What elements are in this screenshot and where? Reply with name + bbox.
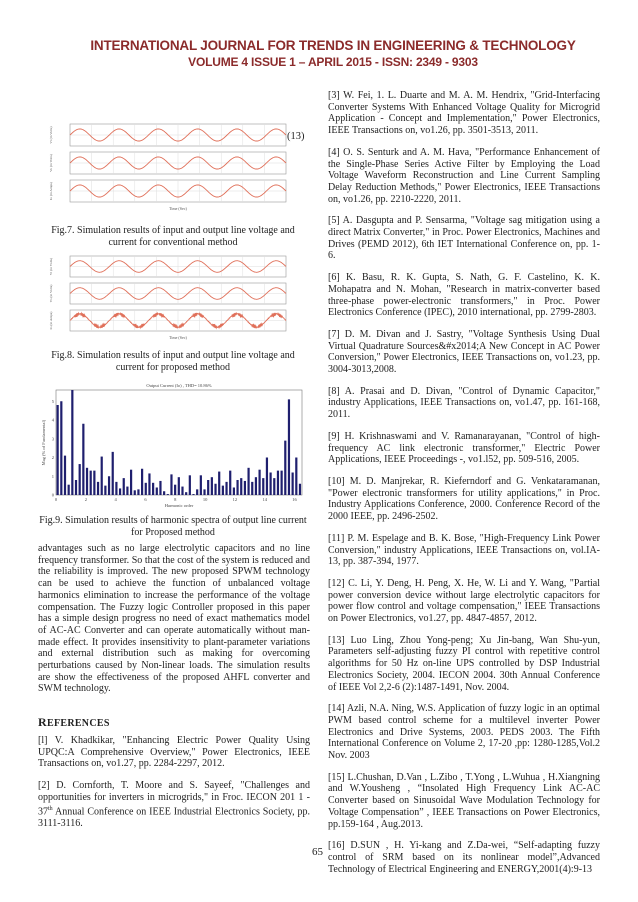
harmonic-bar xyxy=(93,471,95,495)
harmonic-bar xyxy=(262,478,264,495)
harmonic-bar xyxy=(101,457,103,495)
harmonic-bar xyxy=(90,471,92,495)
y-axis-label: Io (in Amps) xyxy=(49,311,53,330)
references-heading xyxy=(38,715,110,730)
x-tick-label: 4 xyxy=(114,497,117,502)
harmonic-bar xyxy=(255,477,257,495)
harmonic-bar xyxy=(68,485,70,495)
y-tick-label: 2 xyxy=(51,455,54,460)
harmonic-bar xyxy=(57,405,59,495)
harmonic-bar xyxy=(284,441,286,495)
x-tick-label: 10 xyxy=(202,497,208,502)
harmonic-bar xyxy=(82,424,84,495)
harmonic-bar xyxy=(156,488,158,496)
harmonic-bar xyxy=(130,470,132,495)
harmonic-bar xyxy=(174,485,176,495)
reference-2-rest: Annual Conference on IEEE Industrial Electronics Society, pp. 3111-3116. xyxy=(38,805,310,829)
x-axis-label: Harmonic order xyxy=(164,503,194,508)
reference-item: [6] K. Basu, R. K. Gupta, S. Nath, G. F. Castelino, K. K. Mohapatra and N. Mohan, "Research in matrix-converter based three-phase power-electronic transformers," in Proc. Power Electronics Conference (IPEC), 2010 international, pp. 2799-2803. xyxy=(328,272,600,319)
harmonic-bar xyxy=(123,478,125,495)
harmonic-bar xyxy=(71,390,73,495)
y-axis-label: Vo (in Volts) xyxy=(49,154,53,172)
harmonic-bar xyxy=(170,474,172,495)
harmonic-bar xyxy=(244,481,246,495)
reference-item: [7] D. M. Divan and J. Sastry, "Voltage Synthesis Using Dual Virtual Quadrature Sources&#x2014;A New Concept in AC Power Conversion," Power Electronics, IEEE Transactions on, vo1.23, pp. 3004-3013,2008. xyxy=(328,328,600,376)
figure-7-caption: Fig.7. Simulation results of input and output line voltage and current for conventional method xyxy=(51,225,295,248)
equation-number: (13) xyxy=(287,131,305,142)
harmonic-bar xyxy=(207,480,209,495)
harmonic-bar xyxy=(240,478,242,495)
reference-item: [14] Azli, N.A. Ning, W.S. Application of fuzzy logic in an optimal PWM based control scheme for a multilevel inverter Power Electronics and Drive Systems, 2003. PEDS 2003. The Fifth International Conference on Volume 2, 17-20 ,pp: 1280-1285,Vol.2 Nov. 2003 xyxy=(328,703,600,762)
harmonic-bar xyxy=(137,489,139,495)
harmonic-bar xyxy=(167,494,169,495)
harmonic-bar xyxy=(299,484,301,495)
harmonic-bar xyxy=(60,401,62,495)
harmonic-bar xyxy=(145,483,147,495)
reference-item: [15] L.Chushan, D.Van , L.Zibo , T.Yong , L.Wuhua , H.Xiangning and W.Yousheng , “Insolated High Frequency Link AC-AC Converter based on Sinusoidal Wave Modulation Technology for Voltage Compensation” , IEEE Transactions on Power Electronics, pp.159-164 , Aug.2013. xyxy=(328,771,600,830)
journal-issue: VOLUME 4 ISSUE 1 – APRIL 2015 - ISSN: 2349 - 9303 xyxy=(188,55,478,69)
references-right xyxy=(328,90,600,885)
x-tick-label: 6 xyxy=(144,497,147,502)
references-left xyxy=(38,735,310,839)
y-tick-label: 4 xyxy=(51,417,54,423)
x-tick-label: 12 xyxy=(232,497,238,502)
harmonic-bar xyxy=(292,473,294,496)
harmonic-bar xyxy=(181,487,183,495)
harmonic-bar xyxy=(64,456,66,495)
reference-item: [4] O. S. Senturk and A. M. Hava, "Performance Enhancement of the Single-Phase Series Active Filter by Employing the Load Voltage Waveform Reconstruction and Line Current Sampling Delay Reduction Methods," Power Electronics, IEEE Transactions on, vo1.26, pp. 2210-2220, 2011. xyxy=(328,146,600,205)
harmonic-bar xyxy=(141,469,143,495)
harmonic-bar xyxy=(148,473,150,495)
reference-item: [11] P. M. Espelage and B. K. Bose, "High-Frequency Link Power Conversion," industry Applications, IEEE Transactions on, vol.IA-13, pp. 387-394, 1977. xyxy=(328,532,600,568)
harmonic-bar xyxy=(75,480,77,495)
harmonic-bar xyxy=(97,482,99,495)
x-tick-label: 8 xyxy=(174,497,177,502)
reference-item: [5] A. Dasgupta and P. Sensarma, "Voltage sag mitigation using a direct Matrix Converter," in Proc. Power Electronics, Machines and Drives (PEMD 2012), 6th IET International Conference on, pp. 1-6. xyxy=(328,215,600,262)
x-axis-label: Time (Sec) xyxy=(169,335,187,340)
harmonic-bar xyxy=(203,489,205,495)
x-tick-label: 14 xyxy=(262,497,267,502)
harmonic-bar xyxy=(115,482,117,495)
y-tick-label: 3 xyxy=(51,436,54,442)
harmonic-bar xyxy=(211,477,213,495)
harmonic-bar xyxy=(192,494,194,495)
y-axis-label: Vi (in Volts) xyxy=(49,126,53,144)
reference-item: [l] V. Khadkikar, "Enhancing Electric Power Quality Using UPQC:A Comprehensive Overview," Power Electronics, IEEE Transactions on, vo1.27, pp. 2284-2297, 2012. xyxy=(38,735,310,770)
harmonic-bar xyxy=(222,486,224,495)
harmonic-bar xyxy=(86,468,88,495)
reference-item: [16] D.SUN , H. Yi-kang and Z.Da-wei, “Self-adapting fuzzy control of SRM based on its nonlinear model”,Advanced Technology of Electrical Engineering and ENERGY,2001(4):9-13 xyxy=(328,840,600,875)
harmonic-bar xyxy=(163,491,165,495)
harmonic-bar xyxy=(79,464,81,495)
body-paragraph: advantages such as no large electrolytic capacitors and no line frequency transformer. So that the cost of the system is reduced and the reliability is improved. The new proposed SPWM technology can be used to achieve the function of unbalanced voltage harmonics elimination to increase the performance of the voltage compensation. The Fuzzy logic Controller proposed in this paper has a simple design progress no need of exact mathematics model of AC-AC Converter and can operate automatically without man-made effect. It provides insensitivity to plant-parameter variations and external distribution such as making for overcoming perturbations caused by Non-linear loads. The simulation results are show the effectiveness of the proposed AHFL converter and SWM technology. xyxy=(38,543,310,695)
harmonic-bar xyxy=(281,471,283,495)
harmonic-bar xyxy=(270,473,272,496)
harmonic-bar xyxy=(258,470,260,495)
x-tick-label: 16 xyxy=(292,497,297,502)
harmonic-bar xyxy=(251,482,253,495)
harmonic-bar xyxy=(273,478,275,495)
reference-2-sup: th xyxy=(48,805,53,812)
y-axis-label: Mag (% of Fundamental) xyxy=(41,419,46,466)
reference-item: [9] H. Krishnaswami and V. Ramanarayanan, "Control of high-frequency AC link electronic transformer," Electric Power Applications, IEEE Proceedings -, vo1.l52, pp. 509-516, 2005. xyxy=(328,430,600,466)
y-tick-label: 1 xyxy=(51,473,54,479)
harmonic-bar xyxy=(104,486,106,495)
figure-9-caption: Fig.9. Simulation results of harmonic spectra of output line current for Proposed method xyxy=(39,515,307,538)
harmonic-bar xyxy=(225,482,227,495)
references-heading-rest: EFERENCES xyxy=(46,718,110,729)
harmonic-bar xyxy=(178,477,180,495)
page-number: 65 xyxy=(312,846,323,858)
y-axis-label: Io (in Amps) xyxy=(49,182,53,200)
reference-item xyxy=(38,780,310,829)
journal-title: INTERNATIONAL JOURNAL FOR TRENDS IN ENGINEERING & TECHNOLOGY xyxy=(90,38,576,53)
harmonic-bar xyxy=(134,490,136,495)
y-tick-label: 5 xyxy=(51,398,54,404)
harmonic-bar xyxy=(247,468,249,495)
harmonic-bar xyxy=(126,487,128,495)
references-heading-initial: R xyxy=(38,715,47,729)
y-tick-label: 0 xyxy=(51,492,54,498)
x-tick-label: 0 xyxy=(54,497,58,502)
figure-8-caption: Fig.8. Simulation results of input and output line voltage and current for proposed method xyxy=(51,350,295,373)
y-axis-label: Vi (in Volts) xyxy=(49,257,53,276)
harmonic-bar xyxy=(108,476,110,495)
harmonic-bar xyxy=(159,481,161,495)
harmonic-bar xyxy=(229,471,231,495)
harmonic-bar xyxy=(200,475,202,495)
reference-item: [3] W. Fei, 1. L. Duarte and M. A. M. Hendrix, "Grid-Interfacing Converter Systems With Enhanced Voltage Quality for Microgrid Application - Concept and Implementation," Power Electronics, IEEE Transactions on, vo1.26, pp. 3501-3513, 2011. xyxy=(328,90,600,137)
x-tick-label: 2 xyxy=(84,497,87,502)
reference-item: [10] M. D. Manjrekar, R. Kieferndorf and G. Venkataramanan, "Power electronic transformers for utility applications," in Proc. Industry Applications Conference, 2000. Conference Record of the 2000 IEEE, pp. 2496-2502. xyxy=(328,475,600,523)
harmonic-bar xyxy=(295,458,297,496)
x-axis-label: Time (Sec) xyxy=(169,206,187,211)
harmonic-bar xyxy=(152,483,154,495)
reference-item: [8] A. Prasai and D. Divan, "Control of Dynamic Capacitor," industry Applications, IEEE Transactions on, vo1.47, pp. 161-168, 2011. xyxy=(328,385,600,421)
reference-item: [12] C. Li, Y. Deng, H. Peng, X. He, W. Li and Y. Wang, "Partial power conversion device without large electrolytic capacitors for power flow control and voltage compensation," IEEE Transactions on Power Electronics, vo1.27, pp. 4847-4857, 2012. xyxy=(328,577,600,625)
harmonic-bar xyxy=(288,399,290,495)
harmonic-bar xyxy=(214,484,216,495)
harmonic-bar xyxy=(266,458,268,496)
figure-9-harmonic-chart xyxy=(38,380,308,510)
harmonic-bar xyxy=(233,488,235,496)
harmonic-bar xyxy=(196,489,198,495)
harmonic-bar xyxy=(236,480,238,495)
harmonic-bar xyxy=(277,471,279,495)
y-axis-label: Vo (in Volts) xyxy=(49,284,53,303)
harmonic-bar xyxy=(185,492,187,495)
chart-title: Output Current (Io) , THD= 10.86% xyxy=(146,383,212,388)
reference-item: [13] Luo Ling, Zhou Yong-peng; Xu Jin-bang, Wan Shu-yun, Parameters self-adjusting fuzzy PI control with repetitive control algorithms for 50 Hz on-line UPS controlled by DSP Industrial Electronics Society, 2004. IECON 2004. 30th Annual Conference of IEEE Vol 2,2-6 (2):1487-1491, Nov. 2004. xyxy=(328,634,600,693)
figure-7-waveforms xyxy=(46,120,292,214)
harmonic-bar xyxy=(119,488,121,495)
figure-8-waveforms xyxy=(46,254,292,344)
harmonic-bar xyxy=(112,452,114,495)
reference-2-text: [2] D. Cornforth, T. Moore and S. Sayeef, "Challenges and opportunities for inverters in microgrids," in Froc. IECON 201 1 - 37 xyxy=(38,780,310,817)
harmonic-bar xyxy=(189,475,191,495)
harmonic-bar xyxy=(218,472,220,495)
